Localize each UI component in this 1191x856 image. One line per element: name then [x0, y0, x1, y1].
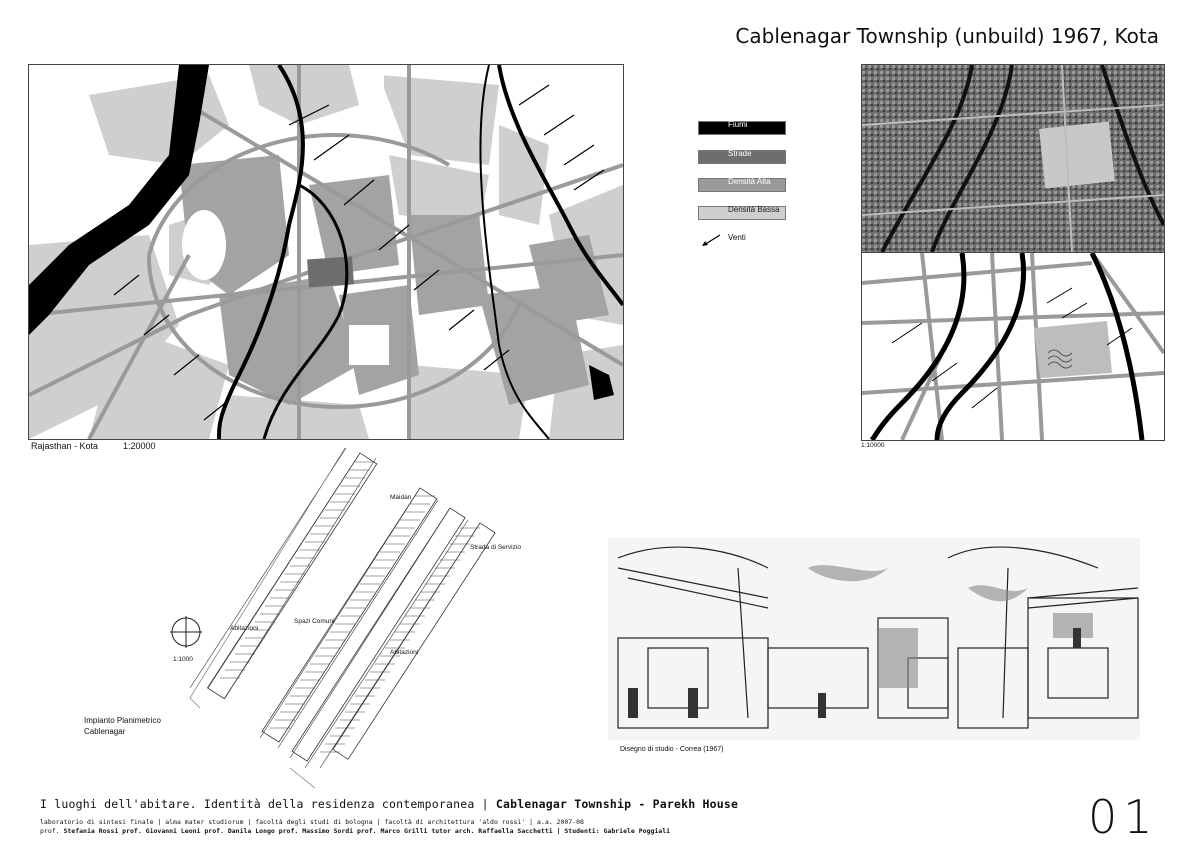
site-plan-caption-2: Cablenagar	[84, 727, 126, 736]
label-abitazioni-left: Abitazioni	[230, 625, 259, 632]
footer-title-regular: I luoghi dell'abitare. Identità della residenza contemporanea |	[40, 797, 496, 811]
main-map	[28, 64, 624, 440]
site-plan-drawing	[150, 448, 530, 788]
house-rows	[190, 448, 480, 768]
footer-credits-prefix: prof.	[40, 827, 64, 835]
main-map-caption: Rajasthan - Kota	[31, 441, 99, 451]
label-maidan: Maidan	[390, 494, 412, 501]
wind-arrow-icon	[700, 233, 724, 247]
sketch-drawing	[608, 538, 1140, 740]
legend-item-densita-alta	[698, 178, 784, 204]
aerial-photo	[861, 64, 1165, 253]
legend-item-venti	[698, 234, 784, 260]
main-map-drawing	[29, 65, 623, 439]
legend-label-venti: Venti	[728, 233, 746, 242]
site-plan-caption-1: Impianto Planimetrico	[84, 716, 161, 725]
footer-title	[40, 797, 738, 811]
legend-label-densita-alta: Densità Alta	[728, 177, 771, 186]
main-map-scale: 1:20000	[123, 441, 156, 451]
aerial-photo-drawing	[862, 65, 1164, 252]
sketch-caption: Disegno di studio - Correa (1967)	[620, 746, 724, 753]
legend	[698, 121, 788, 251]
legend-item-fiumi	[698, 121, 784, 147]
label-spazi: Spazi Comuni	[294, 618, 335, 625]
label-strada: Strada di Servizio	[470, 544, 521, 551]
page-number: 01	[1088, 790, 1159, 844]
site-plan-scale: 1:1000	[173, 656, 193, 663]
legend-item-strade	[698, 150, 784, 176]
footer-institution: laboratorio di sintesi finale | alma mater studiorum | facoltà degli studi di bologna | facoltà di architettura 'aldo rossi' | a.a. 2007-08	[40, 818, 584, 826]
footer-credits	[40, 827, 670, 835]
site-plan	[150, 448, 530, 788]
legend-label-strade: Strade	[728, 149, 752, 158]
page-title: Cablenagar Township (unbuild) 1967, Kota	[735, 24, 1159, 48]
footer-credits-names: Stefania Rossi prof. Giovanni Leoni prof. Danila Longo prof. Massimo Sordi prof. Marco Grilli tutor arch. Raffaella Sacchetti | Studenti: Gabriele Poggiali	[63, 827, 671, 835]
compass-icon	[170, 616, 202, 648]
detail-map	[861, 252, 1165, 441]
detail-map-scale: 1:10000	[861, 442, 885, 449]
legend-item-densita-bassa	[698, 206, 784, 232]
detail-map-drawing	[862, 253, 1164, 440]
footer-title-bold: Cablenagar Township - Parekh House	[495, 797, 739, 811]
label-abitazioni-right: Abitazioni	[390, 649, 419, 656]
sketch-illustration	[608, 538, 1140, 740]
legend-label-densita-bassa: Densità Bassa	[728, 205, 780, 214]
legend-label-fiumi: Fiumi	[728, 120, 748, 129]
